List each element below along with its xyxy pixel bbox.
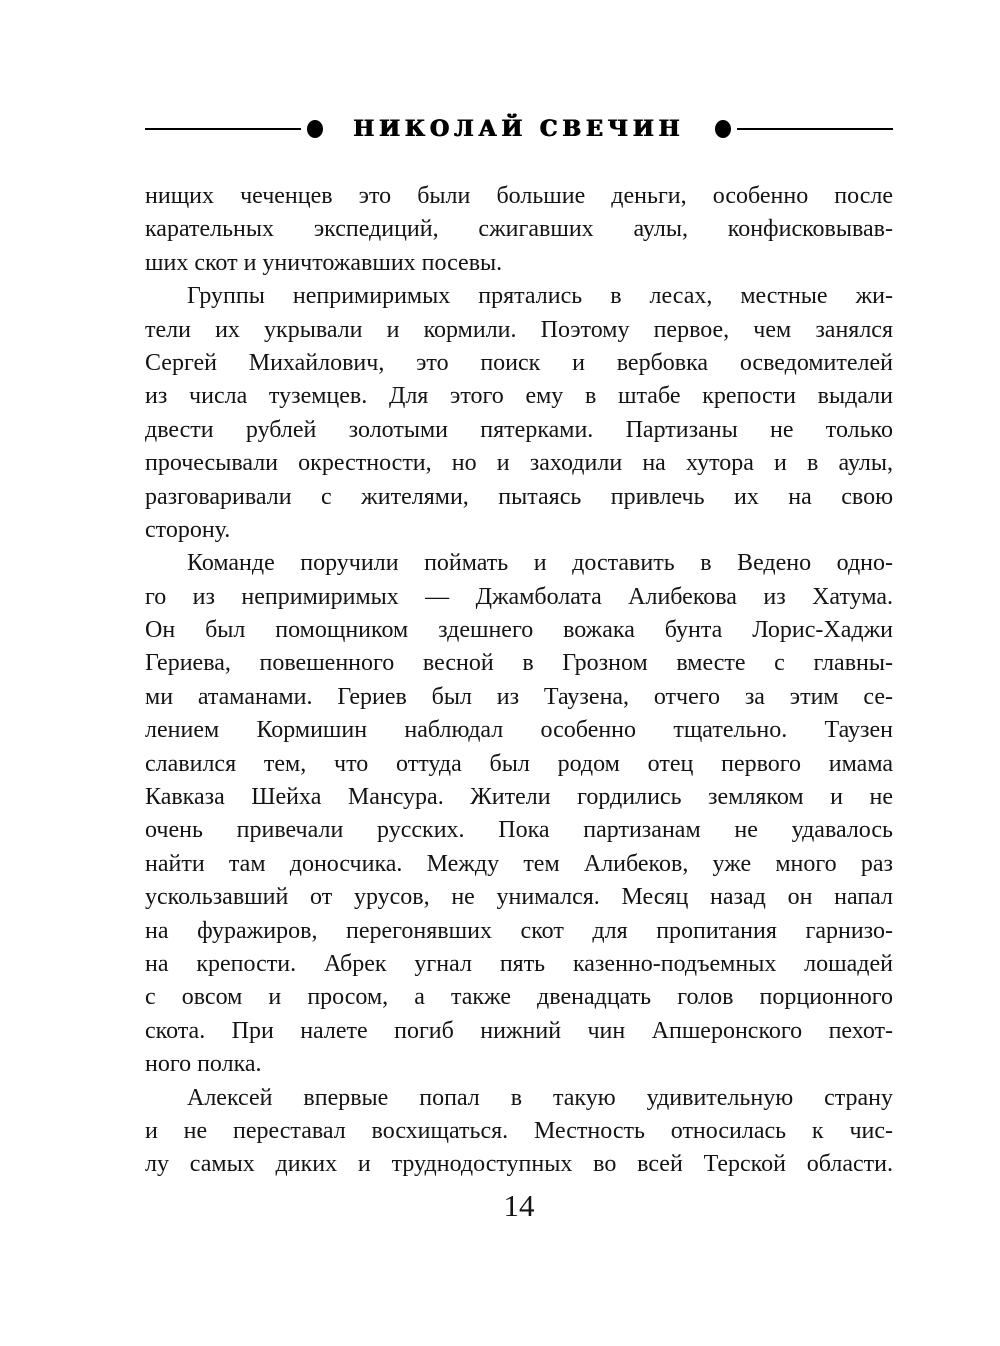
- text-line: Сергей Михайлович, это поиск и вербовка осведомителей: [145, 349, 893, 376]
- text-line: лу самых диких и труднодоступных во всей Терской области.: [145, 1151, 893, 1178]
- text-line: найти там доносчика. Между тем Алибеков, уже много раз: [145, 850, 893, 877]
- text-line: прочесывали окрестности, но и заходили на хутора и в аулы,: [145, 450, 893, 477]
- running-head: [145, 112, 893, 146]
- header-rule-left: [145, 128, 301, 130]
- text-line: двести рублей золотыми пятерками. Партизаны не только: [145, 416, 893, 443]
- text-line: го из непримиримых — Джамболата Алибекова из Хатума.: [145, 583, 893, 610]
- paragraph: [145, 280, 893, 547]
- text-line: нищих чеченцев это были большие деньги, особенно после: [145, 183, 893, 209]
- text-line: ного полка.: [145, 1051, 262, 1078]
- text-line: с овсом и просом, а также двенадцать голов порционного: [145, 984, 893, 1011]
- text-line: лением Кормишин наблюдал особенно тщательно. Таузен: [145, 717, 893, 744]
- text-line: Группы непримиримых прятались в лесах, местные жи-: [187, 283, 893, 310]
- page-number: 14: [503, 1188, 535, 1223]
- text-line: ускользавший от урусов, не унимался. Месяц назад он напал: [145, 884, 893, 911]
- text-line: тели их укрывали и кормили. Поэтому первое, чем занялся: [145, 316, 893, 343]
- text-line: Алексей впервые попал в такую удивительную страну: [187, 1084, 893, 1111]
- text-line: разговаривали с жителями, пытаясь привлечь их на свою: [145, 483, 893, 510]
- author-name: НИКОЛАЙ СВЕЧИН: [353, 116, 685, 142]
- text-line: Он был помощником здешнего вожака бунта Лорис-Хаджи: [145, 617, 893, 644]
- text-line: на крепости. Абрек угнал пять казенно-подъемных лошадей: [145, 950, 893, 977]
- text-line: из числа туземцев. Для этого ему в штабе крепости выдали: [145, 383, 893, 410]
- text-line: на фуражиров, перегонявших скот для пропитания гарнизо-: [145, 917, 893, 944]
- bullet-ornament-right: [715, 120, 731, 138]
- bullet-ornament-left: [307, 120, 323, 138]
- text-line: Кавказа Шейха Мансура. Жители гордились земляком и не: [145, 784, 893, 811]
- text-line: скота. При налете погиб нижний чин Апшеронского пехот-: [145, 1017, 893, 1044]
- page-text: [145, 180, 893, 1182]
- paragraph: [145, 180, 893, 280]
- text-line: и не переставал восхищаться. Местность относилась к чис-: [145, 1117, 893, 1144]
- text-line: Гериева, повешенного весной в Грозном вместе с главны-: [145, 650, 893, 677]
- text-line: славился тем, что оттуда был родом отец первого имама: [145, 750, 893, 777]
- text-line: очень привечали русских. Пока партизанам не удавалось: [145, 817, 893, 844]
- header-rule-right: [737, 128, 893, 130]
- text-line: Команде поручили поймать и доставить в Ведено одно-: [187, 550, 893, 577]
- text-line: ших скот и уничтожавших посевы.: [145, 249, 503, 276]
- text-line: сторону.: [145, 516, 231, 543]
- text-line: карательных экспедиций, сжигавших аулы, конфисковывав-: [145, 216, 893, 243]
- text-line: ми атаманами. Гериев был из Таузена, отчего за этим се-: [145, 683, 893, 710]
- paragraph: [145, 547, 893, 1081]
- paragraph: [145, 1082, 893, 1182]
